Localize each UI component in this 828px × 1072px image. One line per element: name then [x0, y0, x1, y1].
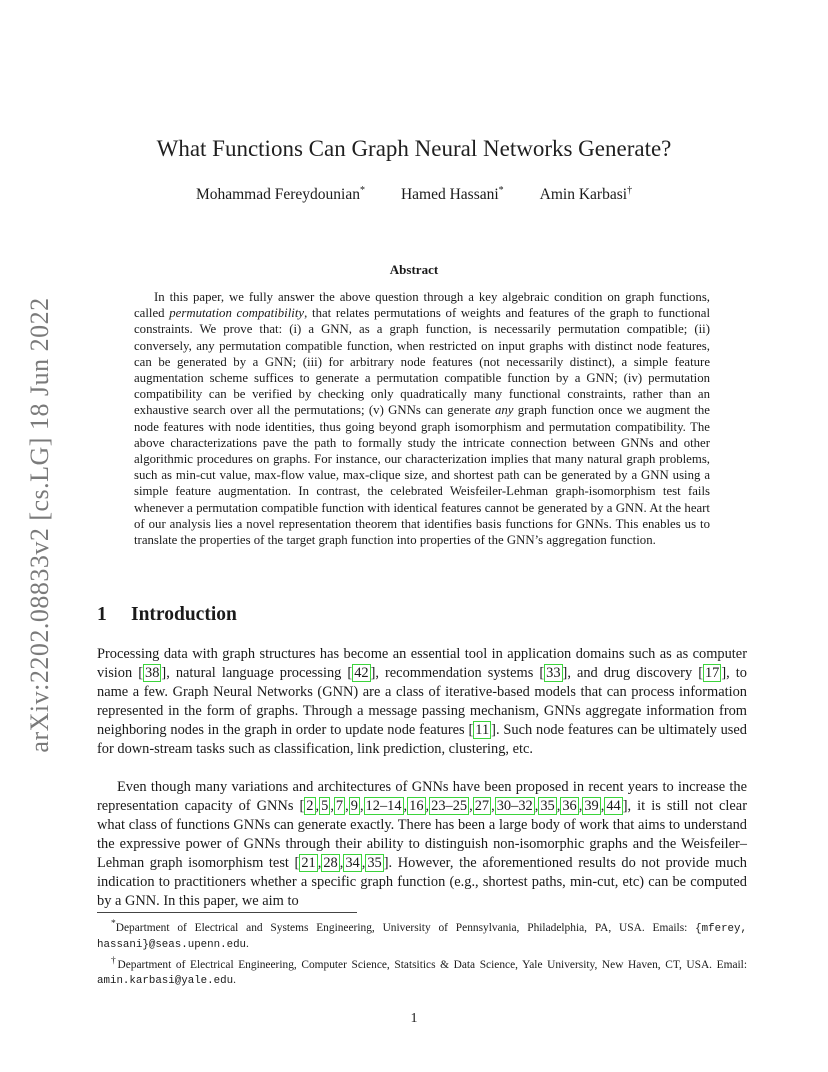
citation-link[interactable]: 23–25 — [431, 798, 468, 814]
citation-link[interactable]: 44 — [606, 798, 621, 814]
author: Mohammad Fereydounian* — [195, 185, 365, 204]
arxiv-sidebar — [20, 290, 60, 760]
paper-title: What Functions Can Graph Neural Networks Generate? — [156, 136, 672, 161]
author-list — [0, 185, 828, 204]
arxiv-identifier: arXiv:2202.08833v2 [cs.LG] 18 Jun 2022 — [25, 297, 54, 753]
abstract-body: In this paper, we fully answer the above question through a key algebraic condition on graph functions, called permutation compatibility, that relates permutations of weights and features of the graph to functional constraints. We prove that: (i) a GNN, as a graph function, is necessarily permutation compatible; (ii) conversely, any permutation compatible function, when restricted on input graphs with distinct node features, can be generated by a GNN; (iii) for arbitrary node features (not necessarily distinct), a simple feature augmentation scheme suffices to generate a permutation compatible function by a GNN; (iv) permutation compatibility can be verified by checking only quadratically many functional constraints, rather than an exhaustive search over all the permutations; (v) GNNs can generate any graph function once we augment the node features with node identities, thus going beyond graph isomorphism and permutation compatibility. The above characterizations pave the path to formally study the intricate connection between GNNs and other algorithmic procedures on graphs. For instance, our characterization implies that many natural graph problems, such as min-cut value, max-flow value, max-clique size, and shortest path can be generated by a GNN using a simple feature augmentation. In contrast, the celebrated Weisfeiler-Lehman graph-isomorphism test fails whenever a permutation compatible function with identical features cannot be generated by a GNN. At the heart of our analysis lies a novel representation theorem that identifies basis functions for GNNs. This enables us to translate the properties of the target graph function into properties of the GNN’s aggregation function. — [134, 290, 711, 548]
citation-link[interactable]: 7 — [335, 798, 344, 814]
citation-link[interactable]: 2 — [306, 798, 314, 814]
author: Hamed Hassani* — [400, 185, 504, 204]
citation-link[interactable]: 34 — [345, 855, 360, 871]
intro-paragraph-1: Processing data with graph structures has become an essential tool in application domains such as as computer vision [ 38 ], natural language processing [ 42 ], recommendation systems [ 33 ], and drug discovery [ 17 ], to name a few. Graph Neural Networks (GNN) are a class of iterative-based models that can process information represented in the form of graphs. Through a message passing mechanism, GNNs aggregate information from neighboring nodes in the graph in order to update node features [ 11 ]. Such node features can be ultimately used for down-stream tasks such as classification, link prediction, clustering, etc. — [97, 646, 747, 757]
citation-group: 2 , 5 , 7 , 9 , 12–14 , 16 , 23–25 , 27 , 30–32 , 35 , 36 , 39 , 44 — [306, 798, 621, 814]
section-heading — [97, 604, 237, 626]
abstract-heading: Abstract — [389, 262, 439, 277]
intro-paragraph-2: Even though many variations and architectures of GNNs have been proposed in recent years to increase the representation capacity of GNNs [ 2 , 5 , 7 , 9 , 12–14 , 16 , 23–25 , 27 , 30–32 , 35 , 36 , 39 , 44 ], it is still not clear what class of functions GNNs can generate exactly. There has been a large body of work that aims to understand the expressive power of GNNs through their ability to distinguish non-isomorphic graphs and the Weisfeiler–Lehman graph isomorphism test [ 21 , 28 , 34 , 35 ]. However, the aforementioned results do not provide much indication to practitioners whether a specific graph function (e.g., shortest paths, min-cut, etc) can be computed by a GNN. In this paper, we aim to — [97, 779, 747, 909]
citation-link[interactable]: 36 — [562, 798, 577, 814]
page-number: 1 — [410, 1011, 418, 1026]
emphasis-any: any — [494, 403, 514, 418]
citation-link[interactable]: 30–32 — [496, 798, 533, 814]
citation-link[interactable]: 11 — [475, 722, 490, 738]
citation-link[interactable]: 9 — [350, 798, 358, 814]
citation-link[interactable]: 38 — [145, 665, 160, 681]
citation-link[interactable]: 35 — [367, 855, 382, 871]
citation-link[interactable]: 39 — [584, 798, 599, 814]
citation-link[interactable]: 27 — [474, 798, 490, 814]
email-link[interactable]: {mferey, hassani}@seas.upenn.edu — [97, 922, 747, 952]
citation-link[interactable]: 21 — [301, 855, 316, 871]
footnotes — [97, 917, 747, 990]
citation-link[interactable]: 17 — [704, 665, 720, 681]
footnote-2: †Department of Electrical Engineering, Computer Science, Statsitics & Data Science, Yale University, New Haven, CT, USA. Email: amin.karbasi@yale.edu. — [97, 955, 748, 988]
citation-link[interactable]: 28 — [323, 855, 338, 871]
citation-link[interactable]: 42 — [354, 665, 369, 681]
footnote-divider — [97, 912, 357, 913]
section-title: Introduction — [131, 604, 237, 625]
citation-link[interactable]: 16 — [409, 798, 424, 814]
section-number: 1 — [97, 604, 107, 625]
citation-link[interactable]: 12–14 — [365, 798, 402, 814]
emphasis-term: permutation compatibility — [169, 306, 305, 321]
citation-link[interactable]: 33 — [546, 665, 561, 681]
citation-link[interactable]: 5 — [321, 798, 329, 814]
citation-link[interactable]: 35 — [540, 798, 555, 814]
author: Amin Karbasi† — [539, 185, 633, 204]
email-link[interactable]: amin.karbasi@yale.edu — [97, 975, 234, 988]
footnote-1: *Department of Electrical and Systems Engineering, University of Pennsylvania, Philadelphia, PA, USA. Emails: {mferey, hassani}@seas.upenn.edu. — [97, 919, 747, 952]
citation-group: 21 , 28 , 34 , 35 — [301, 855, 382, 871]
